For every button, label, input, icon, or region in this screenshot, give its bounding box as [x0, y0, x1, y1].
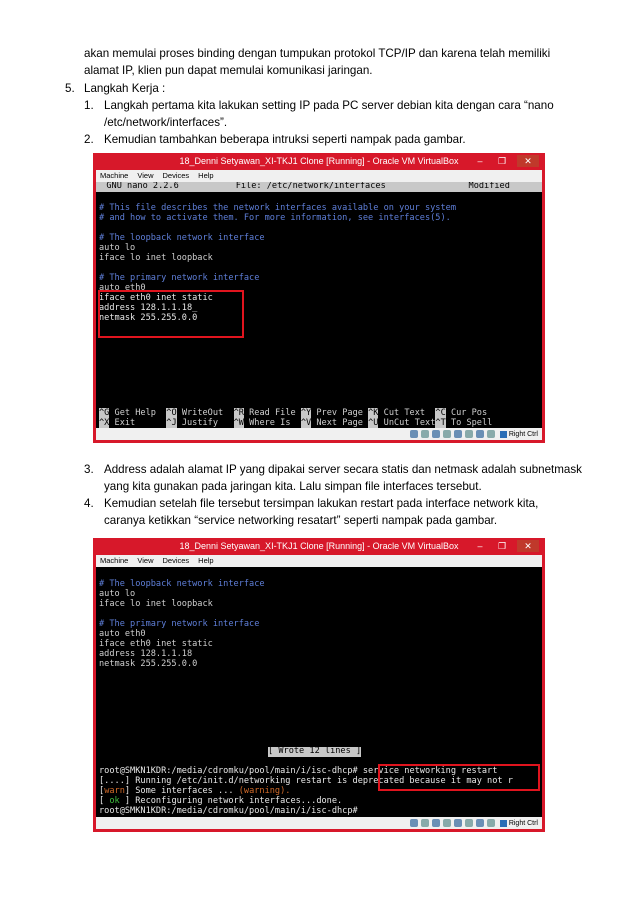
- ok-line: [ ok ] Reconfiguring network interfaces...done.: [99, 796, 343, 806]
- terminal-line: auto lo: [99, 243, 136, 253]
- warning-line: [warn] Some interfaces ... (warning).: [99, 786, 291, 796]
- terminal-line: address 128.1.1.18: [99, 649, 193, 659]
- shortcut-key: ^W: [233, 418, 244, 428]
- display-icon[interactable]: [465, 430, 473, 438]
- warn-tag: warn: [104, 786, 125, 796]
- step-1-line-2: /etc/network/interfaces”.: [104, 116, 228, 129]
- menu-devices[interactable]: Devices: [162, 171, 190, 180]
- terminal-screen[interactable]: [96, 567, 542, 817]
- terminal-line: auto lo: [99, 589, 136, 599]
- shortcut-label: Get Help: [109, 408, 167, 418]
- shortcut-key: ^K: [368, 408, 379, 418]
- shortcut-key: ^R: [233, 408, 244, 418]
- intro-line-2: alamat IP, klien pun dapat memulai komunikasi jaringan.: [84, 64, 373, 77]
- shortcut-label: Read File: [243, 408, 301, 418]
- section-title: Langkah Kerja :: [84, 82, 166, 95]
- ok-text: ] Reconfiguring network interfaces...done.: [119, 796, 343, 806]
- close-icon[interactable]: ✕: [517, 155, 539, 167]
- shortcut-key: ^J: [166, 418, 177, 428]
- shortcut-key: ^Y: [300, 408, 312, 418]
- terminal-line: # The primary network interface: [99, 619, 260, 629]
- shortcut-key: ^G: [99, 408, 110, 418]
- mouse-integration-icon[interactable]: [487, 819, 495, 827]
- hdd-icon[interactable]: [410, 819, 418, 827]
- section-number: 5.: [65, 82, 75, 95]
- terminal-line: [....] Running /etc/init.d/networking restart is deprecated because it may not r: [99, 776, 513, 786]
- menu-view[interactable]: View: [137, 556, 154, 565]
- optical-drive-icon[interactable]: [421, 430, 429, 438]
- step-3-number: 3.: [84, 463, 94, 476]
- shortcut-key: ^T: [435, 418, 446, 428]
- step-4-number: 4.: [84, 497, 94, 510]
- restore-icon[interactable]: ❐: [497, 541, 507, 551]
- terminal-line: iface eth0 inet static: [99, 293, 213, 303]
- shared-folder-icon[interactable]: [443, 430, 451, 438]
- shortcut-label: Cut Text: [378, 408, 436, 418]
- shortcut-label: Justify: [176, 418, 234, 428]
- step-3-line-2: yang kita gunakan pada jaringan kita. Lalu simpan file interfaces tersebut.: [104, 480, 482, 493]
- host-key-label: Right Ctrl: [508, 819, 538, 827]
- intro-line-1: akan memulai proses binding dengan tumpukan protokol TCP/IP dan karena telah memiliki: [84, 47, 551, 60]
- terminal-line: iface lo inet loopback: [99, 253, 213, 263]
- terminal-line: # The loopback network interface: [99, 233, 265, 243]
- display-icon[interactable]: [465, 819, 473, 827]
- terminal-line: netmask 255.255.0.0: [99, 659, 198, 669]
- menu-view[interactable]: View: [137, 171, 154, 180]
- network-icon[interactable]: [454, 430, 462, 438]
- menu-machine[interactable]: Machine: [100, 171, 129, 180]
- step-1-line-1: Langkah pertama kita lakukan setting IP pada PC server debian kita dengan cara “nano: [104, 99, 554, 112]
- terminal-screen[interactable]: [96, 182, 542, 428]
- close-icon[interactable]: ✕: [517, 540, 539, 552]
- shell-command: service networking restart: [362, 766, 498, 776]
- network-icon[interactable]: [454, 819, 462, 827]
- highlight-box: [98, 290, 244, 338]
- vbox-menubar: [96, 170, 542, 182]
- step-1-number: 1.: [84, 99, 94, 112]
- minimize-icon[interactable]: –: [477, 156, 483, 166]
- vbox-title: 18_Denni Setyawan_XI-TKJ1 Clone [Running] - Oracle VM VirtualBox: [179, 156, 459, 166]
- shortcut-label: WriteOut: [176, 408, 234, 418]
- shortcut-key: ^X: [99, 418, 110, 428]
- vbox-title: 18_Denni Setyawan_XI-TKJ1 Clone [Running] - Oracle VM VirtualBox: [179, 541, 459, 551]
- highlight-box: [378, 764, 540, 791]
- terminal-line: auto eth0: [99, 283, 146, 293]
- terminal-line: address 128.1.1.18_: [99, 303, 198, 313]
- terminal-line: iface lo inet loopback: [99, 599, 213, 609]
- shortcut-label: Exit: [109, 418, 167, 428]
- usb-icon[interactable]: [432, 430, 440, 438]
- shortcut-label: Prev Page: [311, 408, 369, 418]
- video-capture-icon[interactable]: [476, 430, 484, 438]
- optical-drive-icon[interactable]: [421, 819, 429, 827]
- shortcut-label: Cur Pos: [445, 408, 488, 418]
- video-capture-icon[interactable]: [476, 819, 484, 827]
- menu-devices[interactable]: Devices: [162, 556, 190, 565]
- step-2-number: 2.: [84, 133, 94, 146]
- hdd-icon[interactable]: [410, 430, 418, 438]
- nano-shortcuts-row-2: [99, 419, 492, 428]
- nano-header: GNU nano 2.2.6 File: /etc/network/interfaces Modified: [96, 182, 542, 192]
- minimize-icon[interactable]: –: [477, 541, 483, 551]
- terminal-line: auto eth0: [99, 629, 146, 639]
- vbox-titlebar: [93, 538, 545, 555]
- ok-tag: ok: [109, 796, 120, 806]
- vbox-statusbar: [96, 428, 542, 440]
- shortcut-key: ^U: [368, 418, 379, 428]
- menu-help[interactable]: Help: [198, 556, 214, 565]
- shortcut-key: ^C: [435, 408, 446, 418]
- warn-word: (warning).: [238, 786, 291, 796]
- restore-icon[interactable]: ❐: [497, 156, 507, 166]
- host-key-indicator: [500, 820, 538, 827]
- terminal-line: # The loopback network interface: [99, 579, 265, 589]
- step-3-line-1: Address adalah alamat IP yang dipakai server secara statis dan netmask adalah subnetmask: [104, 463, 582, 476]
- terminal-line: iface eth0 inet static: [99, 639, 213, 649]
- menu-machine[interactable]: Machine: [100, 556, 129, 565]
- virtualbox-window-2: [93, 538, 545, 832]
- host-key-label: Right Ctrl: [508, 430, 538, 438]
- vbox-titlebar: [93, 153, 545, 170]
- step-4-line-2: caranya ketikkan “service networking resatart” seperti nampak pada gambar.: [104, 514, 498, 527]
- warn-text: ] Some interfaces ...: [124, 786, 239, 796]
- shortcut-key: ^V: [300, 418, 312, 428]
- host-key-indicator: [500, 431, 538, 438]
- shell-prompt-line: root@SMKN1KDR:/media/cdromku/pool/main/i/isc-dhcp#: [99, 806, 363, 816]
- shortcut-label: To Spell: [445, 418, 493, 428]
- terminal-line: # The primary network interface: [99, 273, 260, 283]
- arrow-down-icon: [500, 820, 507, 827]
- vbox-menubar: [96, 555, 542, 567]
- terminal-line: # and how to activate them. For more information, see interfaces(5).: [99, 213, 451, 223]
- shortcut-label: Where Is: [243, 418, 301, 428]
- nano-status-message: [ Wrote 12 lines ]: [268, 746, 362, 756]
- arrow-down-icon: [500, 431, 507, 438]
- usb-icon[interactable]: [432, 819, 440, 827]
- shortcut-label: UnCut Text: [378, 418, 436, 428]
- mouse-integration-icon[interactable]: [487, 430, 495, 438]
- shortcut-label: Next Page: [311, 418, 369, 428]
- shortcut-key: ^O: [166, 408, 177, 418]
- step-4-line-1: Kemudian setelah file tersebut tersimpan lakukan restart pada interface network kita,: [104, 497, 539, 510]
- shell-prompt: root@SMKN1KDR:/media/cdromku/pool/main/i/isc-dhcp#: [99, 766, 363, 776]
- step-2-line-1: Kemudian tambahkan beberapa intruksi seperti nampak pada gambar.: [104, 133, 466, 146]
- virtualbox-window-1: [93, 153, 545, 443]
- terminal-line: netmask 255.255.0.0: [99, 313, 198, 323]
- shared-folder-icon[interactable]: [443, 819, 451, 827]
- vbox-statusbar: [96, 817, 542, 829]
- menu-help[interactable]: Help: [198, 171, 214, 180]
- terminal-line: # This file describes the network interfaces available on your system: [99, 203, 456, 213]
